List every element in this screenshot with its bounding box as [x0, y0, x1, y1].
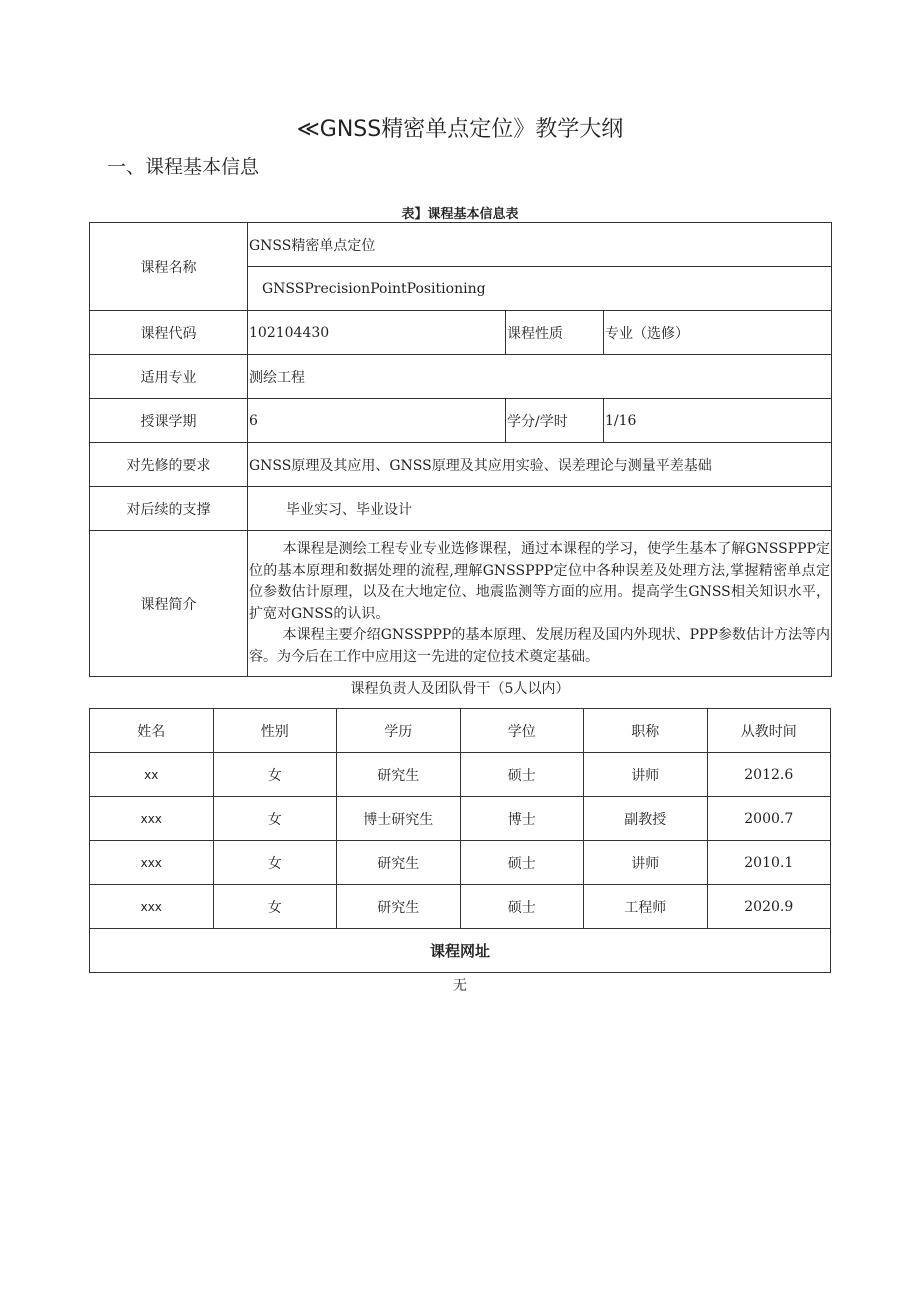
table-cell: 工程师: [584, 885, 708, 929]
table-cell: 2020.9: [707, 885, 831, 929]
table-cell: 女: [213, 753, 337, 797]
table-row: [90, 753, 831, 797]
header-cell: 从教时间: [707, 709, 831, 753]
credit-label: 学分/学时: [506, 399, 604, 443]
course-name-en: GNSSPrecisionPointPositioning: [248, 267, 832, 311]
major-label: 适用专业: [90, 355, 248, 399]
table-cell: 2000.7: [707, 797, 831, 841]
section-heading: 一、课程基本信息: [107, 156, 260, 178]
table-cell: xx: [90, 753, 214, 797]
table-cell: xxx: [90, 841, 214, 885]
team-table: [89, 708, 831, 973]
header-cell: 学位: [460, 709, 584, 753]
table-cell: 硕士: [460, 841, 584, 885]
prereq: GNSS原理及其应用、GNSS原理及其应用实验、误差理论与测量平差基础: [248, 443, 832, 487]
table-cell: 硕士: [460, 753, 584, 797]
header-cell: 职称: [584, 709, 708, 753]
course-name-label: 课程名称: [90, 223, 248, 311]
term-label: 授课学期: [90, 399, 248, 443]
table-cell: 研究生: [337, 753, 461, 797]
table-cell: xxx: [90, 885, 214, 929]
table-row: [90, 797, 831, 841]
course-nature: 专业（选修）: [604, 311, 832, 355]
table-row: [90, 841, 831, 885]
table-cell: 副教授: [584, 797, 708, 841]
code-label: 课程代码: [90, 311, 248, 355]
table-cell: 2012.6: [707, 753, 831, 797]
table-cell: 研究生: [337, 885, 461, 929]
url-value: 无: [453, 978, 467, 994]
url-label: 课程网址: [90, 929, 831, 973]
support-label: 对后续的支撑: [90, 487, 248, 531]
table-cell: 博士研究生: [337, 797, 461, 841]
table-row: [90, 885, 831, 929]
document-title: ≪GNSS精密单点定位》教学大纲: [296, 117, 624, 142]
header-cell: 姓名: [90, 709, 214, 753]
course-name-cn: GNSS精密单点定位: [248, 223, 832, 267]
term: 6: [248, 399, 506, 443]
table-cell: 讲师: [584, 841, 708, 885]
nature-label: 课程性质: [506, 311, 604, 355]
table-cell: xxx: [90, 797, 214, 841]
table-cell: 研究生: [337, 841, 461, 885]
header-row: [90, 709, 831, 753]
table-caption: 表】课程基本信息表: [401, 207, 519, 222]
header-cell: 性别: [213, 709, 337, 753]
intro-paragraph-1: 本课程是测绘工程专业专业选修课程，通过本课程的学习，使学生基本了解GNSSPPP定位的基本原理和数据处理的流程,理解GNSSPPP定位中各种误差及处理方法,掌握精密单点定位参数估计原理，以及在大地定位、地震监测等方面的应用。提高学生GNSS相关知识水平，扩宽对GNSS的认识。: [249, 541, 830, 622]
intro: [248, 531, 832, 677]
course-code: 102104430: [248, 311, 506, 355]
table-cell: 女: [213, 885, 337, 929]
prereq-label: 对先修的要求: [90, 443, 248, 487]
table-cell: 女: [213, 797, 337, 841]
major: 测绘工程: [248, 355, 832, 399]
header-cell: 学历: [337, 709, 461, 753]
table-cell: 2010.1: [707, 841, 831, 885]
table-cell: 讲师: [584, 753, 708, 797]
intro-label: 课程简介: [90, 531, 248, 677]
course-info-table: [89, 222, 832, 677]
table-cell: 博士: [460, 797, 584, 841]
support: 毕业实习、毕业设计: [248, 487, 832, 531]
table-cell: 硕士: [460, 885, 584, 929]
intro-paragraph-2: 本课程主要介绍GNSSPPP的基本原理、发展历程及国内外现状、PPP参数估计方法等内容。为今后在工作中应用这一先进的定位技术奠定基础。: [249, 627, 830, 665]
table-cell: 女: [213, 841, 337, 885]
team-caption: 课程负责人及团队骨干（5人以内）: [350, 681, 570, 697]
credit: 1/16: [604, 399, 832, 443]
